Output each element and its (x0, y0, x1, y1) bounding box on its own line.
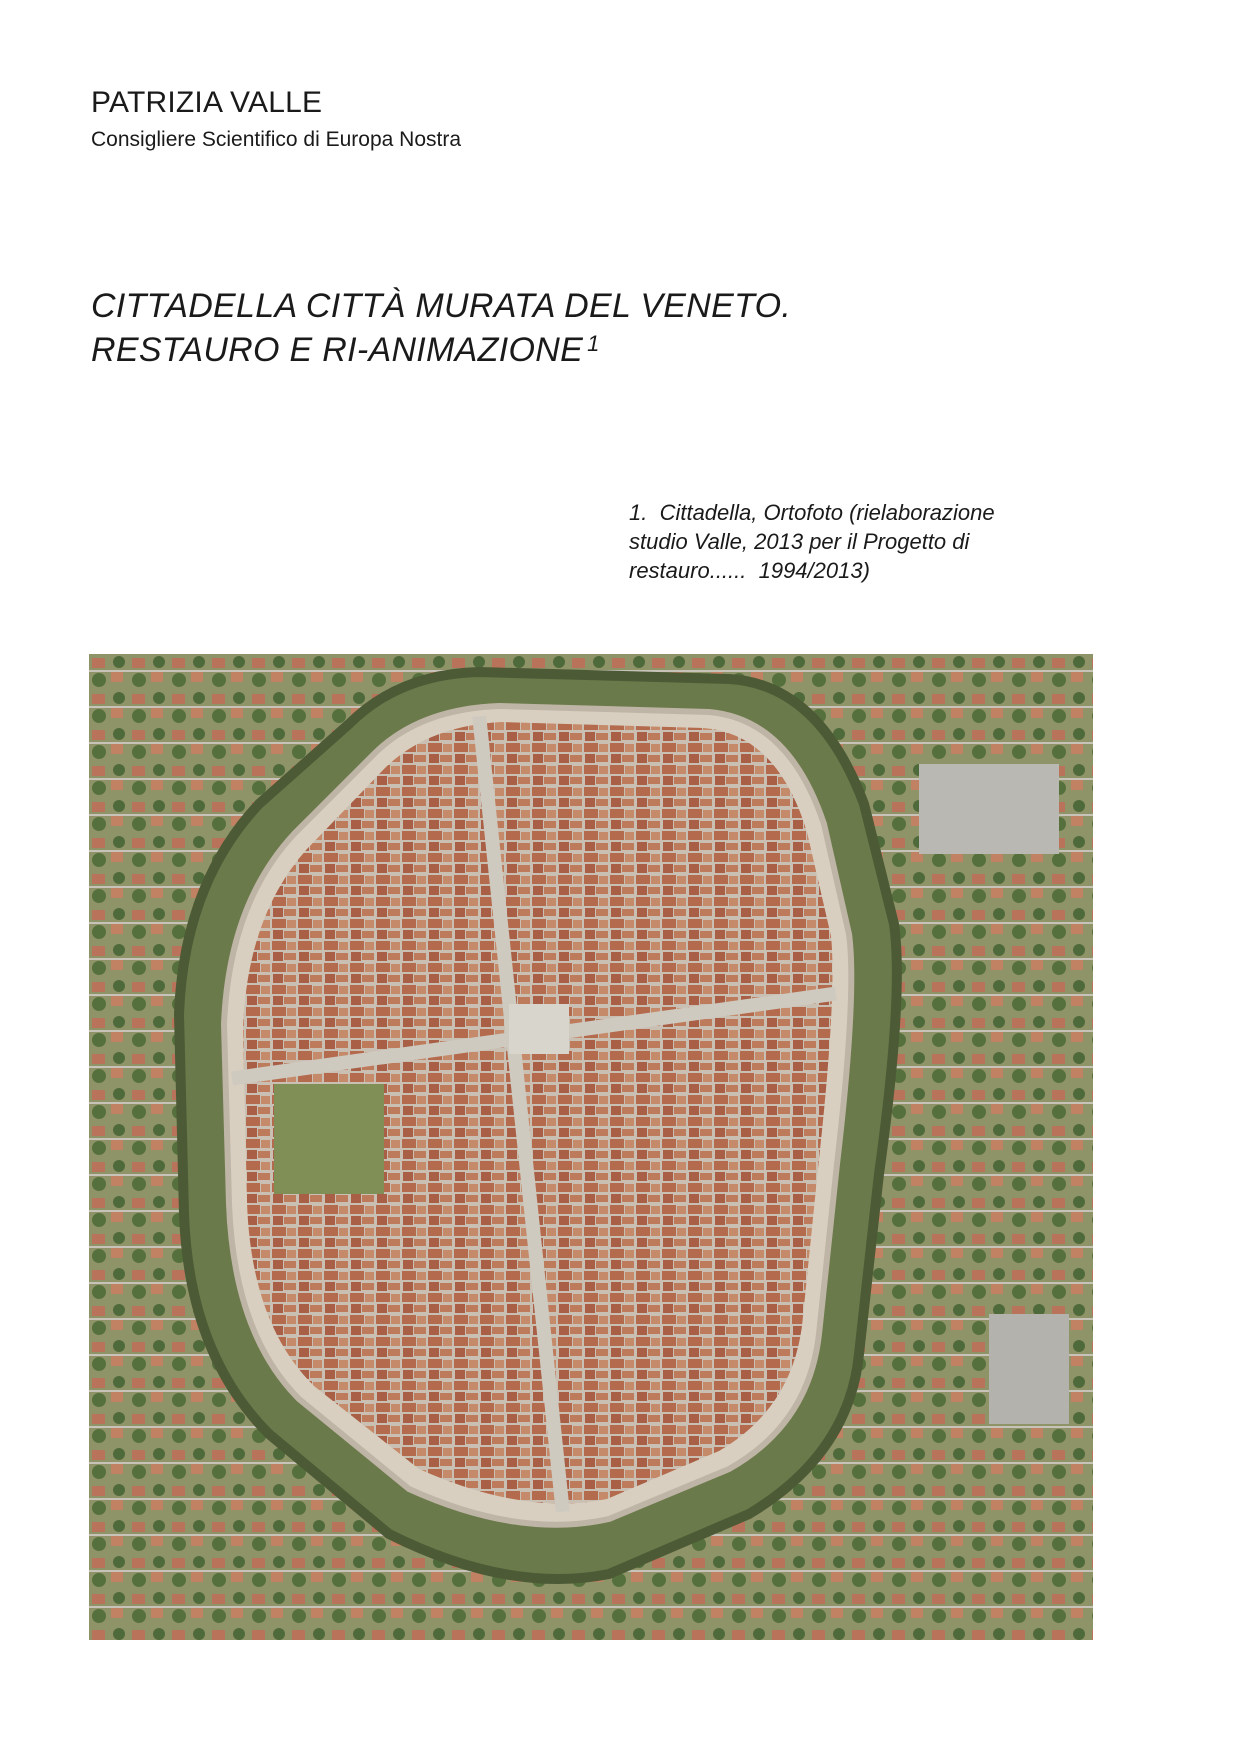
parking-lot (989, 1314, 1069, 1424)
title-line-1: CITTADELLA CITTÀ MURATA DEL VENETO. (91, 287, 792, 325)
green-park (274, 1084, 384, 1194)
caption-line: 1. Cittadella, Ortofoto (rielaborazione (629, 500, 995, 525)
author-role: Consigliere Scientifico di Europa Nostra (91, 128, 462, 151)
figure-caption (629, 498, 1069, 585)
title-line-2-text: RESTAURO E RI-ANIMAZIONE (91, 331, 584, 369)
author-name: PATRIZIA VALLE (91, 86, 323, 119)
caption-line: studio Valle, 2013 per il Progetto di (629, 529, 970, 554)
parking-lot (919, 764, 1059, 854)
central-square (509, 1004, 569, 1054)
footnote-marker: 1 (587, 331, 600, 356)
document-title (91, 284, 791, 372)
caption-line: restauro...... 1994/2013) (629, 558, 870, 583)
title-line-2 (91, 328, 791, 372)
aerial-orthophoto (89, 654, 1093, 1640)
